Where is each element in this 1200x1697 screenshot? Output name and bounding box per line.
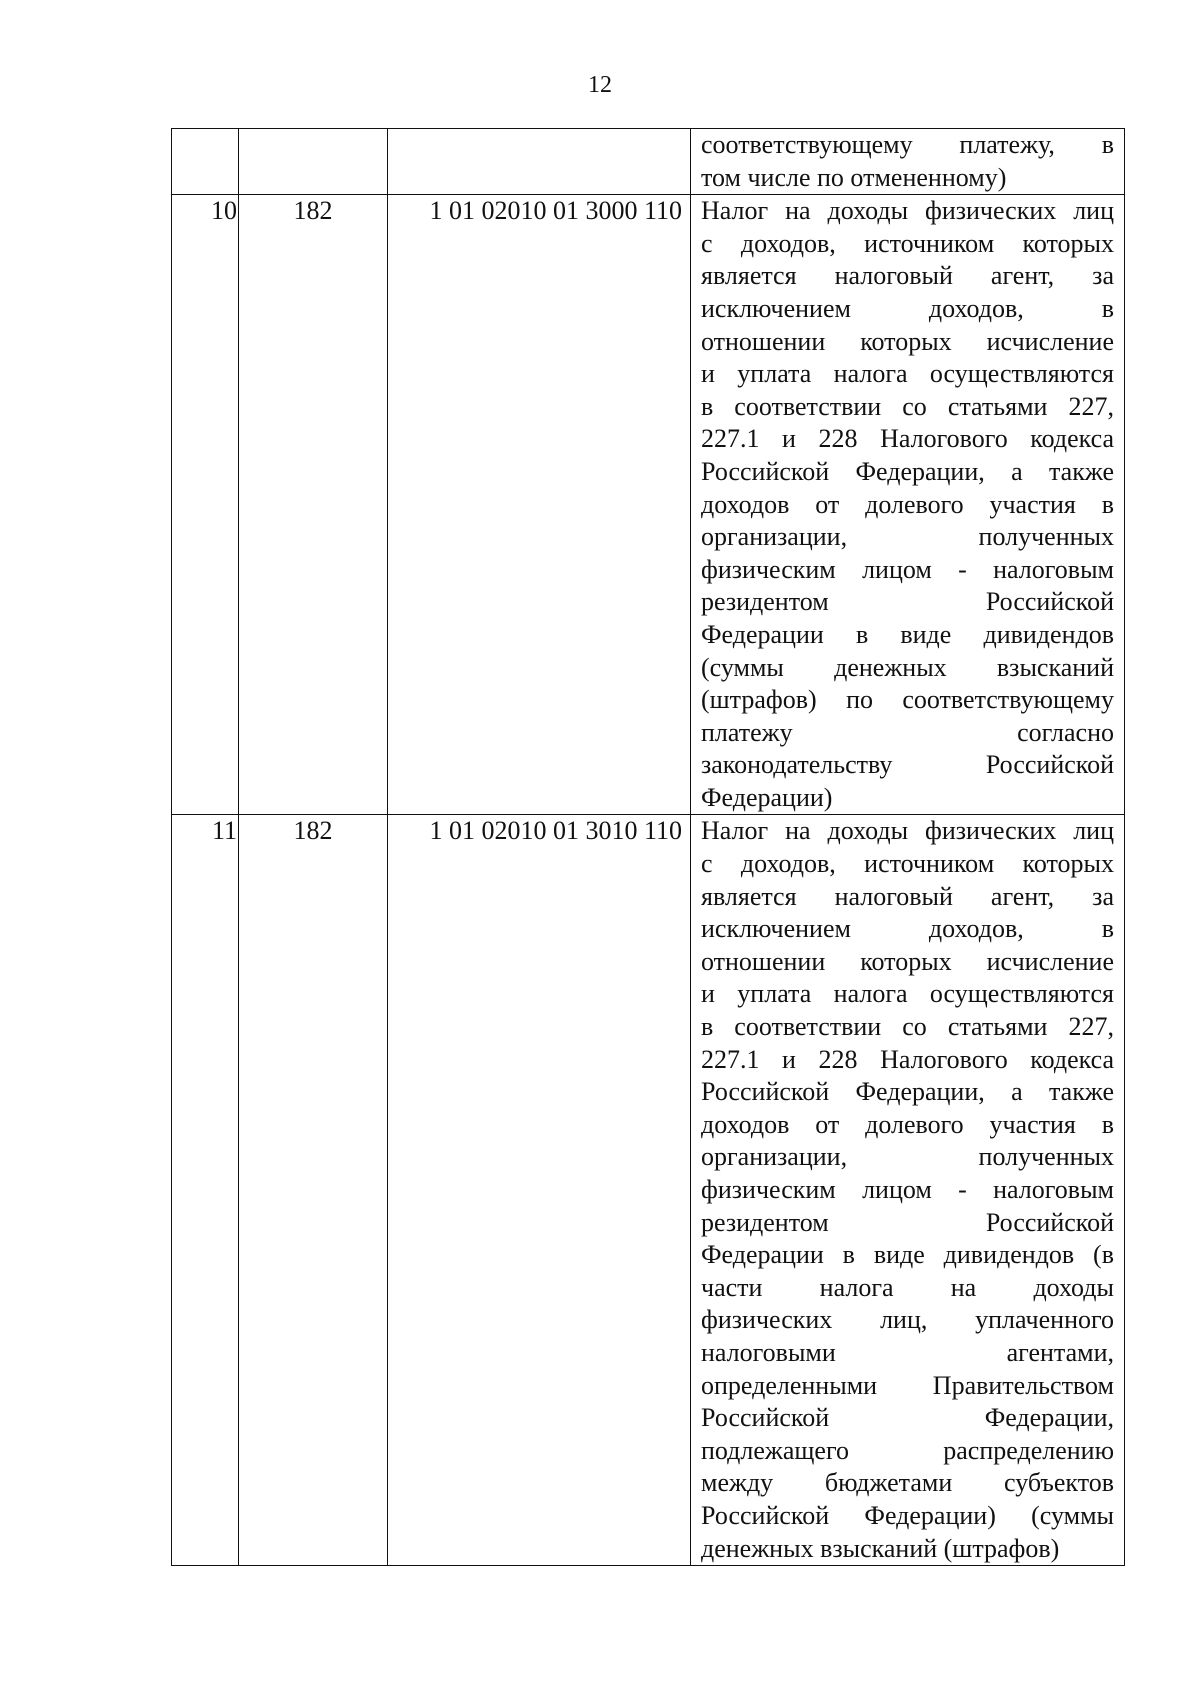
revenue-name-line: налоговыми агентами,	[701, 1337, 1114, 1367]
revenue-name-line: Российской Федерации, а также	[701, 456, 1114, 486]
table-row	[172, 815, 1125, 1566]
revenue-name-line: денежных взысканий (штрафов)	[701, 1533, 1060, 1563]
revenue-name-line: Федерации в виде дивидендов (в	[701, 1240, 1114, 1270]
revenue-name-line: физическим лицом - налоговым	[701, 1175, 1114, 1204]
revenue-name-line: Налог на доходы физических лиц	[701, 196, 1114, 226]
revenue-name-cell	[691, 129, 1125, 195]
revenue-name-line: том числе по отмененному)	[701, 162, 1007, 192]
administrator-code-cell	[239, 129, 388, 195]
revenue-name-line: Российской Федерации,	[701, 1403, 1114, 1433]
revenue-name-line: определенными Правительством	[701, 1370, 1114, 1400]
revenue-name-line: физических лиц, уплаченного	[701, 1305, 1114, 1335]
revenue-name-line: является налоговый агент, за	[701, 261, 1114, 291]
revenue-name-line: с доходов, источником которых	[701, 849, 1114, 879]
revenue-name-line: 227.1 и 228 Налогового кодекса	[701, 1044, 1114, 1074]
revenue-name-line: подлежащего распределению	[701, 1435, 1114, 1465]
revenue-name-line: Российской Федерации) (суммы	[701, 1500, 1114, 1530]
revenue-name-line: и уплата налога осуществляются	[701, 359, 1114, 389]
budget-classification-code-cell	[388, 129, 691, 195]
revenue-name-line: 227.1 и 228 Налогового кодекса	[701, 424, 1114, 454]
revenue-name-line: законодательству Российской	[701, 750, 1114, 780]
table-body	[172, 129, 1125, 1566]
revenue-name-line: физическим лицом - налоговым	[701, 554, 1114, 584]
revenue-name-line: в соответствии со статьями 227,	[701, 1012, 1114, 1042]
revenue-name-line: отношении которых исчисление	[701, 326, 1114, 356]
revenue-name-line: с доходов, источником которых	[701, 228, 1114, 258]
revenue-name-line: части налога на доходы	[701, 1272, 1114, 1302]
revenue-name-line: и уплата налога осуществляются	[701, 979, 1114, 1009]
revenue-name-line: Федерации в виде дивидендов	[701, 619, 1114, 649]
revenue-name-line: Российской Федерации, а также	[701, 1077, 1114, 1107]
table-row	[172, 129, 1125, 195]
administrator-code-cell: 182	[239, 815, 388, 1566]
revenue-name-line: (суммы денежных взысканий	[701, 652, 1114, 682]
revenue-name-line: платежу согласно	[701, 717, 1114, 747]
revenue-name-line: организации, полученных	[701, 522, 1114, 552]
revenue-name-line: является налоговый агент, за	[701, 881, 1114, 911]
table-row	[172, 195, 1125, 815]
revenue-name-line: (штрафов) по соответствующему	[701, 685, 1114, 715]
revenue-name-line: резидентом Российской	[701, 587, 1114, 617]
revenue-name-line: Федерации)	[701, 782, 833, 812]
revenue-codes-table	[171, 128, 1125, 1566]
revenue-name-line: доходов от долевого участия в	[701, 1109, 1114, 1139]
revenue-name-line: соответствующему платежу, в	[701, 130, 1114, 159]
revenue-name-cell	[691, 815, 1125, 1566]
revenue-name-cell	[691, 195, 1125, 815]
budget-classification-code-cell: 1 01 02010 01 3000 110	[388, 195, 691, 815]
row-number-cell: 10	[172, 195, 239, 815]
revenue-name-line: отношении которых исчисление	[701, 946, 1114, 976]
row-number-cell: 11	[172, 815, 239, 1566]
revenue-name-line: доходов от долевого участия в	[701, 489, 1114, 519]
administrator-code-cell: 182	[239, 195, 388, 815]
revenue-name-line: между бюджетами субъектов	[701, 1468, 1114, 1498]
revenue-name-line: резидентом Российской	[701, 1207, 1114, 1237]
page-number: 12	[588, 72, 612, 98]
row-number-cell	[172, 129, 239, 195]
revenue-name-line: исключением доходов, в	[701, 293, 1114, 323]
revenue-name-line: исключением доходов, в	[701, 914, 1114, 944]
revenue-name-line: организации, полученных	[701, 1142, 1114, 1172]
revenue-name-line: в соответствии со статьями 227,	[701, 391, 1114, 421]
budget-classification-code-cell: 1 01 02010 01 3010 110	[388, 815, 691, 1566]
revenue-name-line: Налог на доходы физических лиц	[701, 816, 1114, 846]
